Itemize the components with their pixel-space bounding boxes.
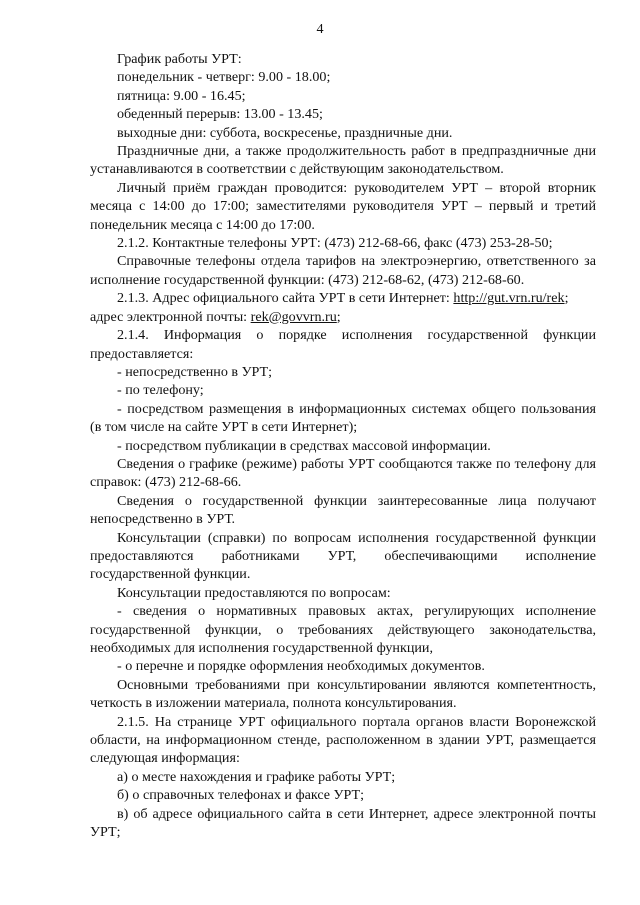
email-suffix: ; (336, 308, 341, 325)
paragraph-email (90, 308, 596, 326)
paragraph-reception: Личный приём граждан проводится: руководителем УРТ – второй вторник месяца с 14:00 до 17:00; заместителями руководителя УРТ – первый и третий понедельник месяца с 14:00 до 17:00. (90, 179, 596, 233)
email-link[interactable]: rek@govvrn.ru (250, 308, 337, 325)
page-number: 4 (316, 21, 324, 37)
website-suffix: ; (564, 290, 569, 307)
paragraph-website (90, 289, 596, 307)
schedule-fri: пятница: 9.00 - 16.45; (117, 87, 246, 104)
list-item-info-1: - непосредственно в УРТ; (117, 363, 273, 380)
paragraph-consultations-who: Консультации (справки) по вопросам исполнения государственной функции предоставляются работниками УРТ, обеспечивающими исполнение государственной функции. (90, 529, 596, 583)
schedule-days-off: выходные дни: суббота, воскресенье, праздничные дни. (117, 124, 453, 141)
paragraph-contacts: 2.1.2. Контактные телефоны УРТ: (473) 212-68-66, факс (473) 253-28-50; (117, 235, 553, 252)
paragraph-holidays: Праздничные дни, а также продолжительность работ в предпраздничные дни устанавливаются в соответствии с действующим законодательством. (90, 143, 596, 178)
paragraph-schedule-phone: Сведения о графике (режиме) работы УРТ сообщаются также по телефону для справок: (473) 212-68-66. (90, 455, 596, 491)
list-item-portal-c: в) об адресе официального сайта в сети Интернет, адресе электронной почты УРТ; (90, 805, 596, 841)
schedule-title: График работы УРТ: (117, 51, 242, 67)
list-item-portal-b: б) о справочных телефонах и факсе УРТ; (117, 787, 365, 804)
paragraph-portal: 2.1.5. На странице УРТ официального портала органов власти Воронежской области, на информационном стенде, расположенном в здании УРТ, размещается следующая информация: (90, 713, 596, 767)
list-item-topic-2: - о перечне и порядке оформления необходимых документов. (117, 658, 485, 675)
list-item-info-4: - посредством публикации в средствах массовой информации. (117, 437, 491, 454)
list-item-topic-1: - сведения о нормативных правовых актах, регулирующих исполнение государственной функции, о требованиях действующего законодательства, необходимых для исполнения государственной функции, (90, 603, 596, 656)
website-link[interactable]: http://gut.vrn.ru/rek (453, 290, 565, 307)
paragraph-info-intro: 2.1.4. Информация о порядке исполнения государственной функции предоставляется: (90, 327, 596, 362)
paragraph-consultations-topics: Консультации предоставляются по вопросам: (117, 584, 391, 601)
schedule-lunch: обеденный перерыв: 13.00 - 13.45; (117, 106, 323, 123)
list-item-info-2: - по телефону; (117, 382, 204, 399)
list-item-info-3: - посредством размещения в информационных системах общего пользования (в том числе на сайте УРТ в сети Интернет); (90, 400, 596, 436)
list-item-portal-a: а) о месте нахождения и графике работы УРТ; (117, 768, 396, 785)
email-prefix: адрес электронной почты: (90, 308, 248, 325)
website-prefix: 2.1.3. Адрес официального сайта УРТ в сети Интернет: (117, 290, 450, 307)
schedule-mon-thu: понедельник - четверг: 9.00 - 18.00; (117, 69, 331, 86)
document-body (90, 50, 596, 841)
paragraph-reference-phones: Справочные телефоны отдела тарифов на электроэнергию, ответственного за исполнение государственной функции: (473) 212-68-62, (473) 212-68-60. (90, 253, 596, 288)
paragraph-function-info: Сведения о государственной функции заинтересованные лица получают непосредственно в УРТ. (90, 492, 596, 528)
paragraph-requirements: Основными требованиями при консультировании являются компетентность, четкость в изложении материала, полнота консультирования. (90, 676, 596, 712)
